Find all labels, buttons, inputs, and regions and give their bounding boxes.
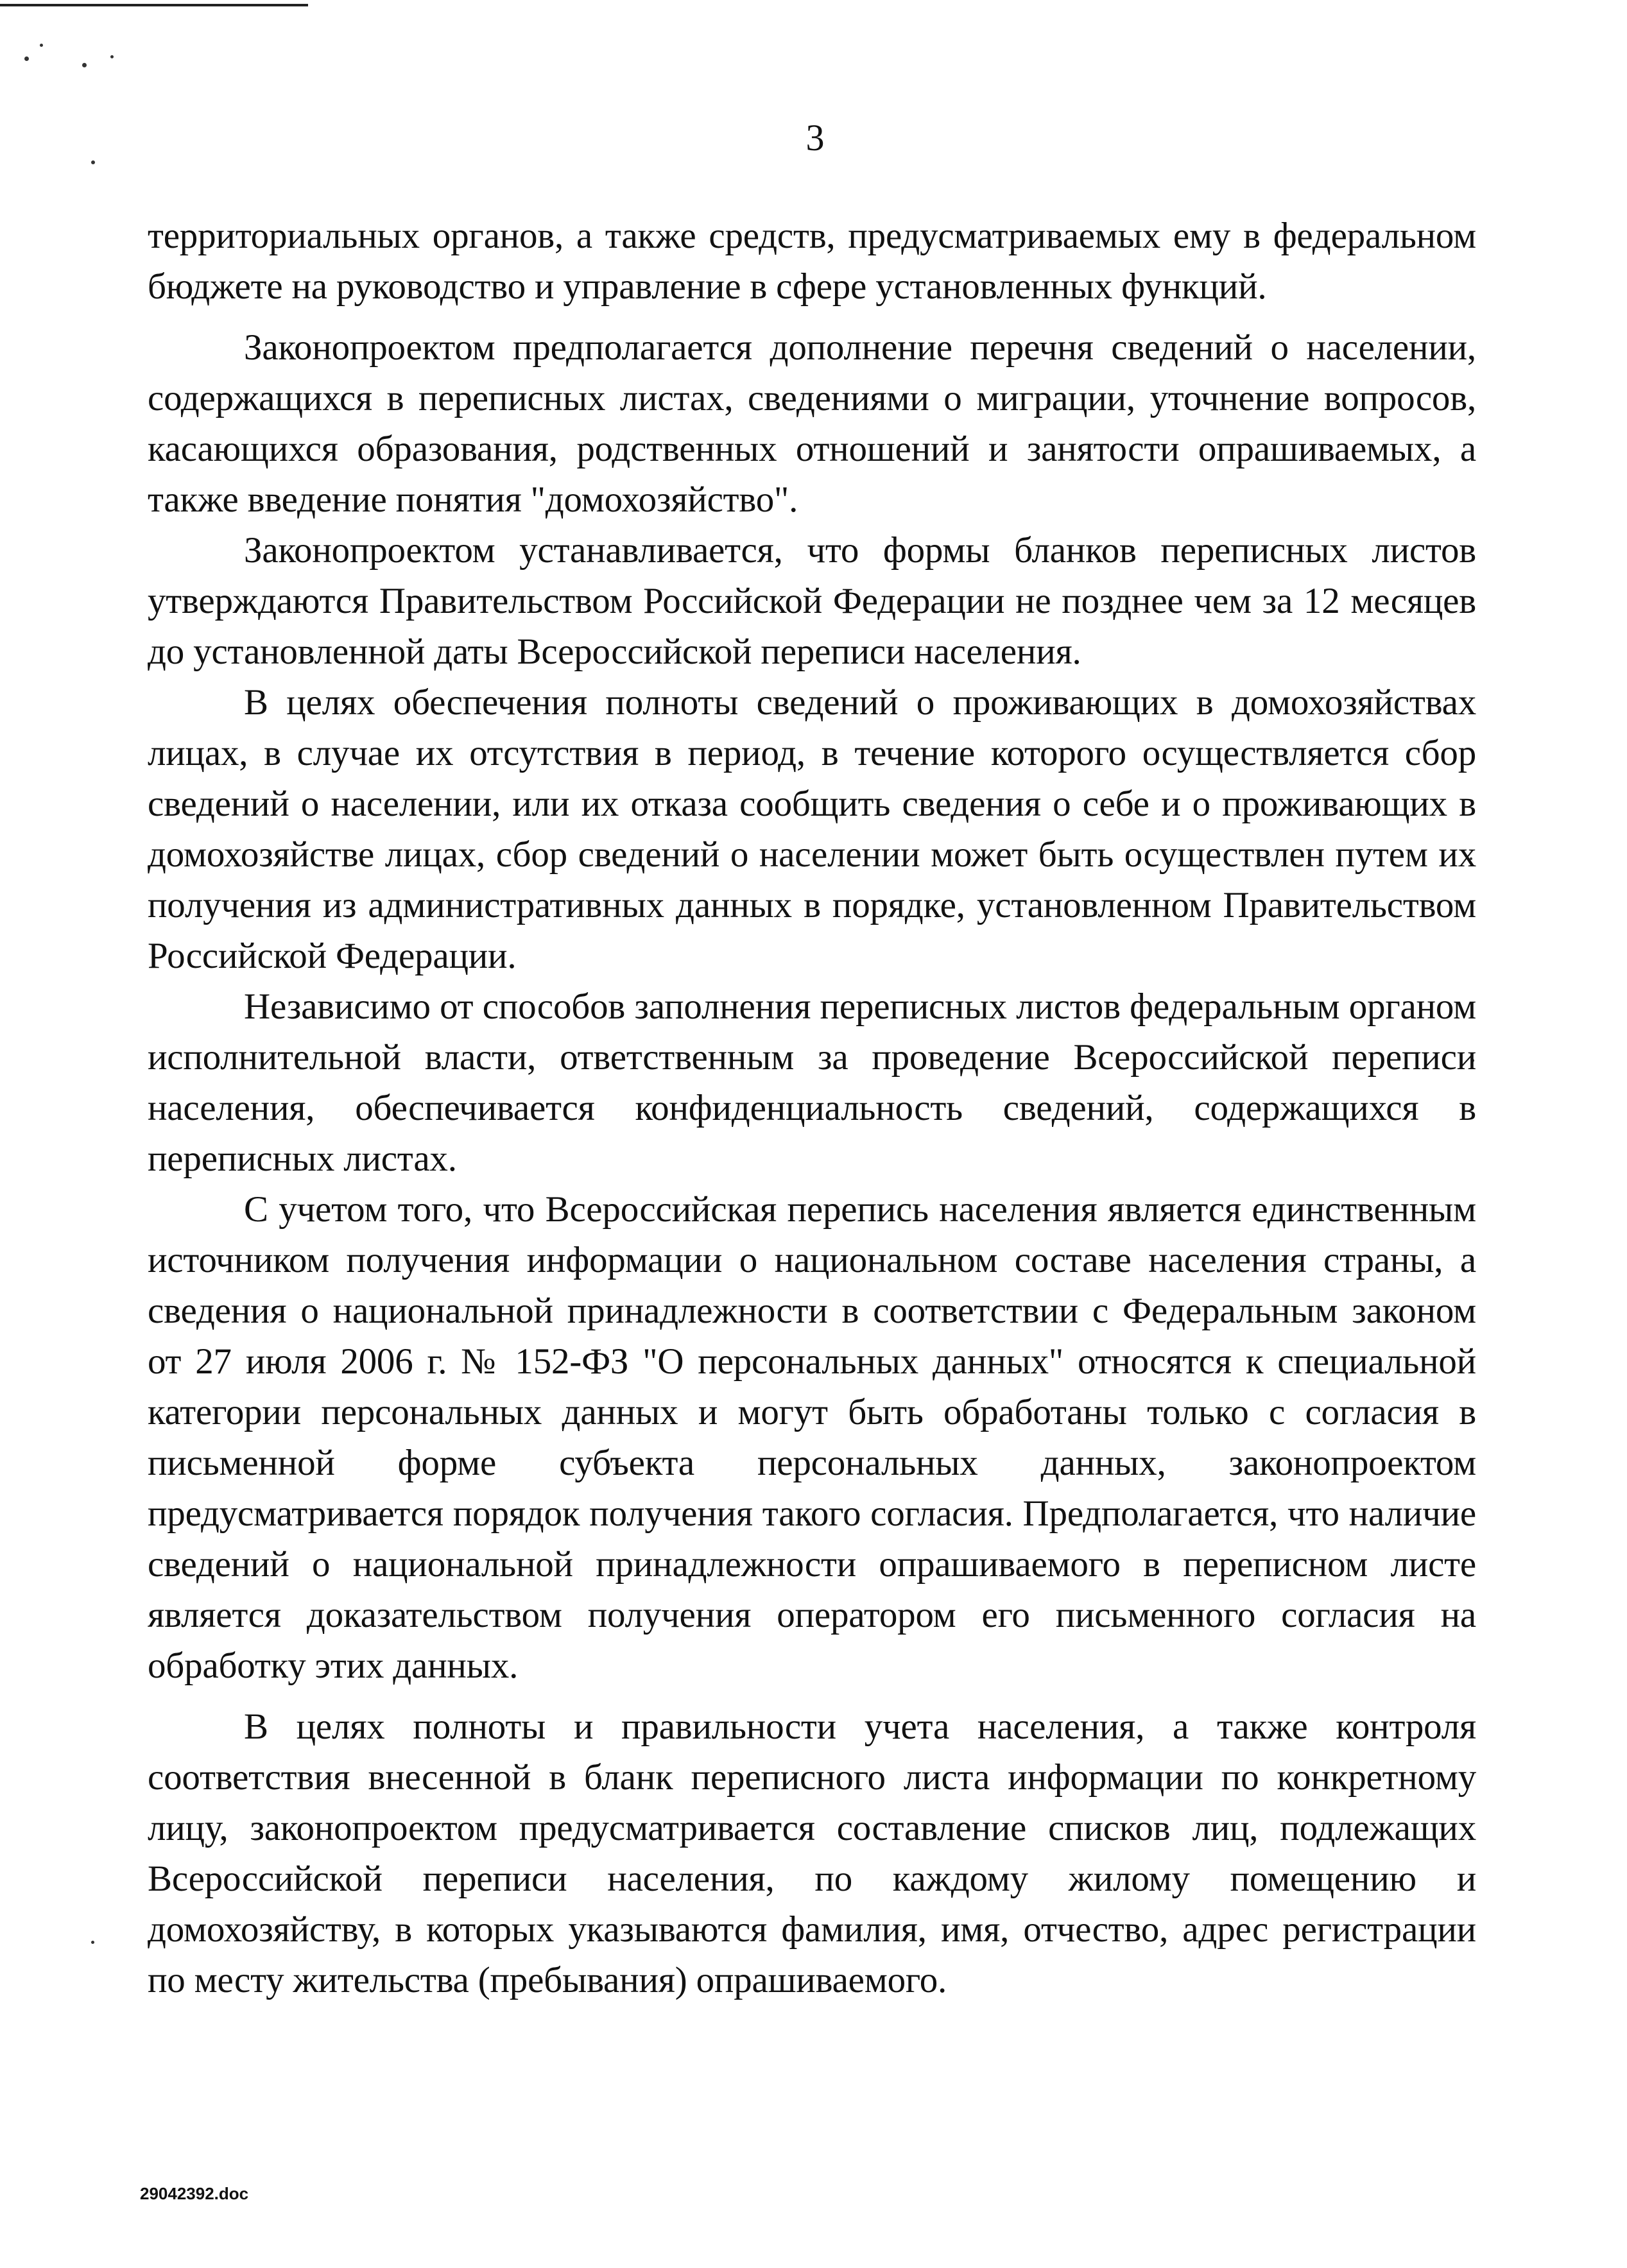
page-number: 3 [805, 117, 825, 159]
paragraph-census-questions: Законопроектом предполагается дополнение перечня сведений о населении, содержащихся в переписных листах, сведениями о миграции, уточнение вопросов, касающихся образования, родственных отношений и занятости опрашиваемых, а также введение понятия "домохозяйство". [148, 327, 1476, 520]
scan-speck [40, 44, 43, 47]
document-body [148, 210, 1476, 2006]
scan-speck [91, 1941, 94, 1944]
paragraph-confidentiality: Независимо от способов заполнения переписных листов федеральным органом исполнительной власти, ответственным за проведение Всероссийской переписи населения, обеспечивается конфиденциальность сведений, содержащихся в переписных листах. [148, 986, 1476, 1179]
paragraph-form-approval: Законопроектом устанавливается, что формы бланков переписных листов утверждаются Правительством Российской Федерации не позднее чем за 12 месяцев до установленной даты Всероссийской переписи населения. [148, 530, 1476, 672]
scan-speck [82, 63, 87, 67]
scan-speck [24, 56, 29, 61]
paragraph-administrative-data: В целях обеспечения полноты сведений о проживающих в домохозяйствах лицах, в случае их отсутствия в период, в течение которого осуществляется сбор сведений о населении, или их отказа сообщить сведения о себе и о проживающих в домохозяйстве лицах, сбор сведений о населении может быть осуществлен путем их получения из административных данных в порядке, установленном Правительством Российской Федерации. [148, 682, 1476, 976]
scan-edge-line [0, 4, 308, 6]
footer-filename: 29042392.doc [140, 2184, 249, 2203]
scan-speck [110, 55, 114, 58]
paragraph-resident-lists: В целях полноты и правильности учета населения, а также контроля соответствия внесенной в бланк переписного листа информации по конкретному лицу, законопроектом предусматривается составление списков лиц, подлежащих Всероссийской переписи населения, по каждому жилому помещению и домохозяйству, в которых указываются фамилия, имя, отчество, адрес регистрации по месту жительства (пребывания) опрашиваемого. [148, 1706, 1476, 2000]
paragraph-national-identity: С учетом того, что Всероссийская перепись населения является единственным источником получения информации о национальном составе населения страны, а сведения о национальной принадлежности в соответствии с Федеральным законом от 27 июля 2006 г. № 152-ФЗ "О персональных данных" относятся к специальной категории персональных данных и могут быть обработаны только с согласия в письменной форме субъекта персональных данных, законопроектом предусматривается порядок получения такого согласия. Предполагается, что наличие сведений о национальной принадлежности опрашиваемого в переписном листе является доказательством получения оператором его письменного согласия на обработку этих данных. [148, 1189, 1476, 1686]
paragraph-budget-continuation: территориальных органов, а также средств, предусматриваемых ему в федеральном бюджете на руководство и управление в сфере установленных функций. [148, 216, 1476, 307]
scan-speck [91, 160, 95, 164]
